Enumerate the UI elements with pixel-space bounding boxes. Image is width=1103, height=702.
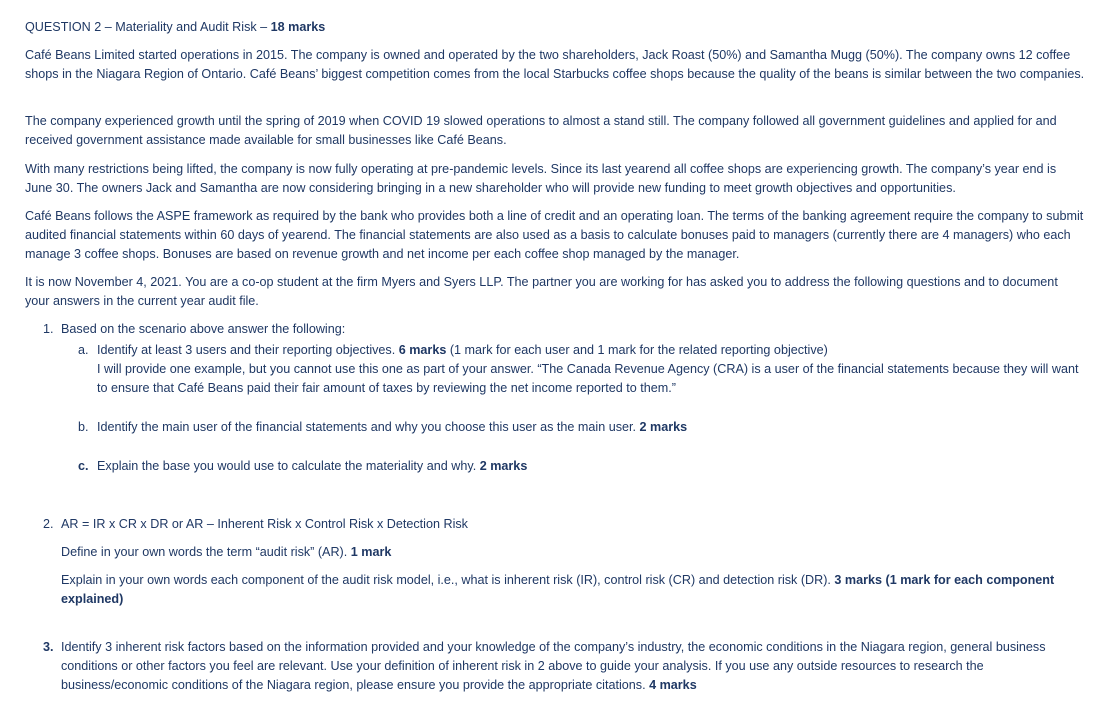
q2-define-marks: 1 mark: [350, 545, 392, 559]
paragraph-aspe-framework: Café Beans follows the ASPE framework as required by the bank who provides both a line of credit and an operating loan. The terms of the banking agreement require the company to submit audited financial statements within 60 days of yearend. The financial statements are also used as a basis to calculate bonuses paid to managers (currently there are 4 managers) who each manage 3 coffee shops. Bonuses are based on revenue growth and net income per each coffee shop managed by the manager.: [25, 209, 1084, 261]
q1b-text: Identify the main user of the financial statements and why you choose this user as the main user.: [97, 420, 640, 434]
q2-formula: AR = IR x CR x DR or AR – Inherent Risk x Control Risk x Detection Risk: [61, 517, 468, 531]
q2-explain-text: Explain in your own words each component of the audit risk model, i.e., what is inherent risk (IR), control risk (CR) and detection risk (DR).: [61, 573, 835, 587]
q1c-marks: 2 marks: [479, 459, 528, 473]
q2-item: [43, 515, 1083, 534]
q1b-item: [78, 418, 1083, 437]
q1-intro: Based on the scenario above answer the following:: [61, 322, 346, 336]
q3-item: [43, 638, 1083, 692]
q1a-example: I will provide one example, but you cannot use this one as part of your answer. “The Canada Revenue Agency (CRA) is a user of the financial statements because they will want to ensure that Café Beans paid their fair amount of taxes by reviewing the net income reported to them.”: [97, 362, 1079, 395]
paragraph-assignment-context: It is now November 4, 2021. You are a co-op student at the firm Myers and Syers LLP. The partner you are working for has asked you to address the following questions and to document your answers in the current year audit file.: [25, 275, 1058, 308]
paragraph-current-operations: With many restrictions being lifted, the company is now fully operating at pre-pandemic levels. Since its last yearend all coffee shops are experiencing growth. The company’s year end is June 30. The owners Jack and Samantha are now considering bringing in a new shareholder who will provide new funding to meet growth objectives and opportunities.: [25, 162, 1057, 195]
q3-marks: 4 marks: [649, 678, 697, 692]
q1a-text: Identify at least 3 users and their reporting objectives.: [97, 343, 399, 357]
q3-text: Identify 3 inherent risk factors based on the information provided and your knowledge of the company’s industry, the economic conditions in the Niagara region, general business conditions or other factors you feel are relevant. Use your definition of inherent risk in 2 above to guide your analysis. If you use any outside resources to research the business/economic conditions of the Niagara region, please ensure you provide the appropriate citations.: [61, 640, 1046, 692]
paragraph-covid-impact: The company experienced growth until the spring of 2019 when COVID 19 slowed operations to almost a stand still. The company followed all government guidelines and applied for and received government assistance made available for small businesses like Café Beans.: [25, 114, 1057, 147]
q1a-after: (1 mark for each user and 1 mark for the related reporting objective): [446, 343, 828, 357]
q2-define-text: Define in your own words the term “audit risk” (AR).: [61, 545, 351, 559]
q2-number: 2.: [43, 517, 54, 531]
q2-define: [61, 543, 1081, 562]
q1c-text: Explain the base you would use to calculate the materiality and why.: [97, 459, 480, 473]
q1c-item: [78, 457, 1083, 476]
q1a-marks: 6 marks: [398, 343, 447, 357]
q3-body: [61, 638, 1071, 695]
question-title: [25, 18, 1085, 37]
q1a-item: [78, 341, 1083, 360]
q1-item: [43, 320, 1083, 339]
q1-number: 1.: [43, 322, 54, 336]
q1c-letter: c.: [78, 459, 89, 473]
question-title-text: QUESTION 2 – Materiality and Audit Risk –: [25, 20, 271, 34]
q3-number: 3.: [43, 640, 54, 654]
q1a-letter: a.: [78, 343, 89, 357]
q1b-marks: 2 marks: [639, 420, 688, 434]
paragraph-company-background: Café Beans Limited started operations in 2015. The company is owned and operated by the two shareholders, Jack Roast (50%) and Samantha Mugg (50%). The company owns 12 coffee shops in the Niagara Region of Ontario. Café Beans’ biggest competition comes from the local Starbucks coffee shops because the quality of the beans is similar between the two companies.: [25, 48, 1085, 81]
question-title-marks: 18 marks: [270, 20, 326, 34]
q1b-letter: b.: [78, 420, 89, 434]
q2-explain: [61, 571, 1081, 609]
q2-explain-marks: 3 marks (1 mark for each component explained): [61, 573, 1055, 606]
